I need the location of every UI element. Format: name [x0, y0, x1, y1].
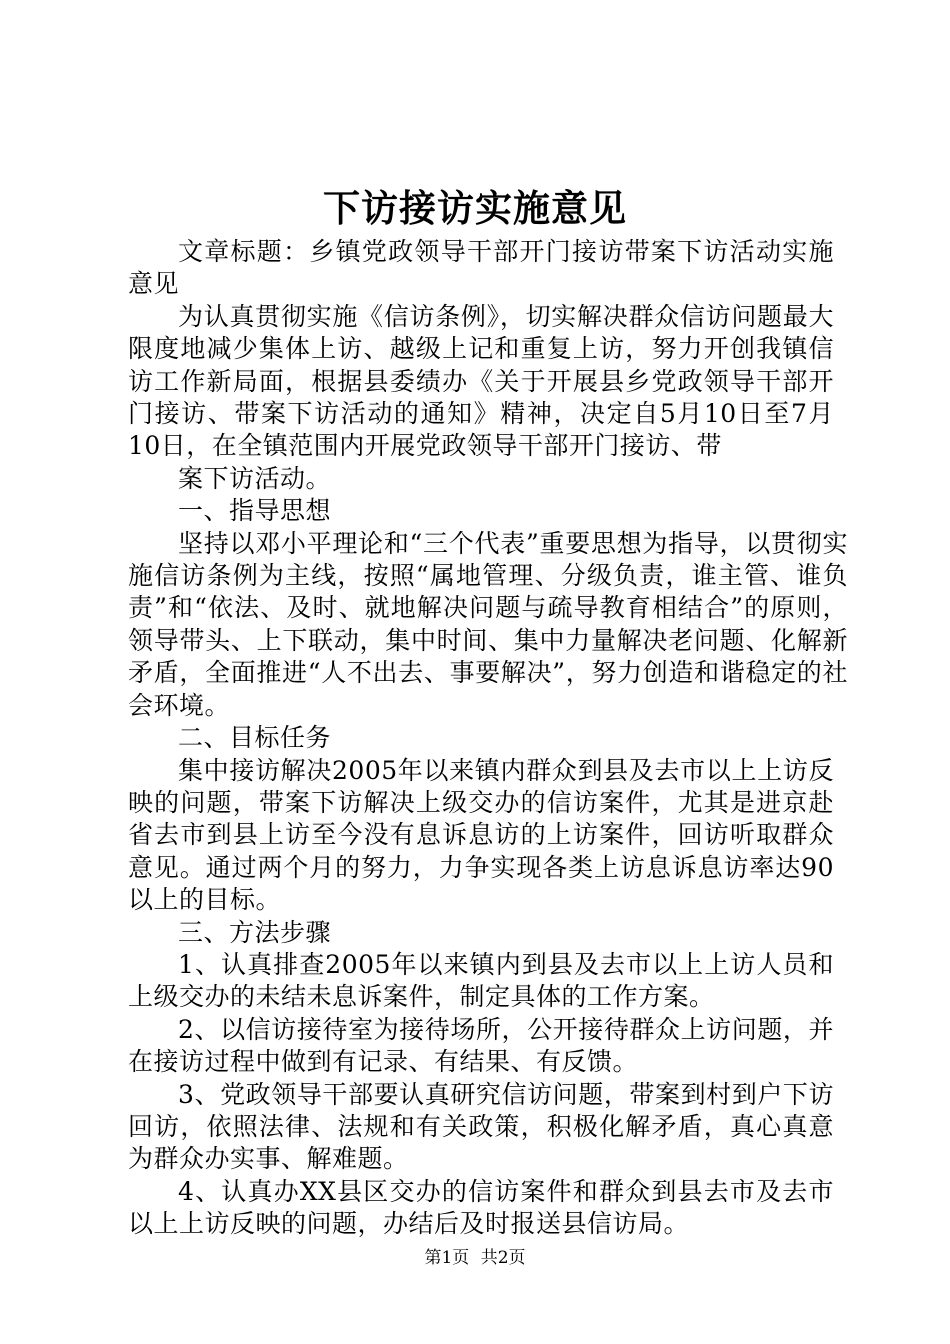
- page-footer: [0, 1246, 950, 1270]
- paragraph-intro-continued: 案下访活动。: [178, 463, 332, 493]
- paragraph-guiding-ideology: 坚持以邓小平理论和“三个代表”重要思想为指导，以贯彻实施信访条例为主线，按照“属地管理、分级负责，谁主管、谁负责”和“依法、及时、就地解决问题与疏导教育相结合”的原则，领导带头、上下联动，集中时间、集中力量解决老问题、化解新矛盾，全面推进“人不出去、事要解决”，努力创造和谐稳定的社会环境。: [128, 528, 848, 720]
- document-body: [128, 236, 848, 1241]
- paragraph-method-4: 4、认真办XX县区交办的信访案件和群众到县去市及去市以上上访反映的问题，办结后及时报送县信访局。: [128, 1176, 834, 1239]
- paragraph-method-3: 3、党政领导干部要认真研究信访问题，带案到村到户下访回访，依照法律、法规和有关政策，积极化解矛盾，真心真意为群众办实事、解难题。: [128, 1079, 834, 1174]
- paragraph-method-2: 2、以信访接待室为接待场所，公开接待群众上访问题，并在接访过程中做到有记录、有结果、有反馈。: [128, 1014, 834, 1077]
- document-title: 下访接访实施意见: [323, 186, 627, 230]
- page-total: 共2页: [480, 1248, 526, 1268]
- paragraph-article-title: 文章标题：乡镇党政领导干部开门接访带案下访活动实施意见: [128, 237, 834, 299]
- paragraph-intro: 为认真贯彻实施《信访条例》，切实解决群众信访问题最大限度地减少集体上访、越级上记和重复上访，努力开创我镇信访工作新局面，根据县委绩办《关于开展县乡党政领导干部开门接访、带案下访活动的通知》精神，决定自5月10日至7月10日，在全镇范围内开展党政领导干部开门接访、带: [128, 301, 834, 461]
- paragraph-method-1: 1、认真排查2005年以来镇内到县及去市以上上访人员和上级交办的未结未息诉案件，制定具体的工作方案。: [128, 949, 834, 1012]
- section-heading-methods: 三、方法步骤: [178, 917, 332, 947]
- section-heading-guiding-ideology: 一、指导思想: [178, 496, 332, 526]
- section-heading-goals: 二、目标任务: [178, 723, 332, 753]
- page-number: 第1页: [424, 1248, 470, 1268]
- paragraph-goals: 集中接访解决2005年以来镇内群众到县及去市以上上访反映的问题，带案下访解决上级交办的信访案件，尤其是进京赴省去市到县上访至今没有息诉息访的上访案件，回访听取群众意见。通过两个月的努力，力争实现各类上访息诉息访率达90以上的目标。: [128, 755, 834, 915]
